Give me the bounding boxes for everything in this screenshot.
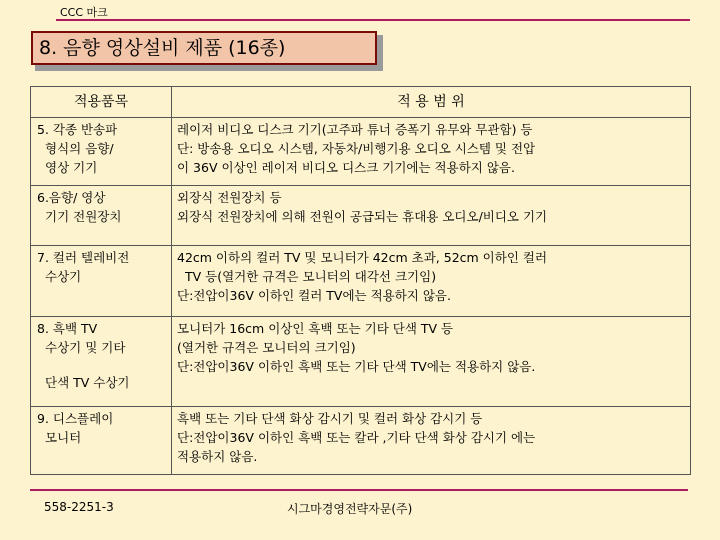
- scope-line: 단:전압이36V 이하인 흑백 또는 기타 단색 TV에는 적용하지 않음.: [177, 359, 536, 374]
- scope-line: 42cm 이하의 컬러 TV 및 모니터가 42cm 초과, 52cm 이하인 컬러: [177, 250, 548, 265]
- top-divider: [56, 19, 690, 21]
- category-line: 영상 기기: [45, 160, 98, 175]
- scope-line: 적용하지 않음.: [177, 449, 258, 464]
- table-row: [31, 186, 691, 246]
- scope-line: (열거한 규격은 모니터의 크기임): [177, 340, 356, 355]
- scope-line: 단:전압이36V 이하인 흑백 또는 칼라 ,기타 단색 화상 감시기 에는: [177, 430, 536, 445]
- category-line: 7. 컬러 텔레비전: [37, 250, 130, 265]
- scope-table: [30, 86, 691, 475]
- category-line: 6.음향/ 영상: [37, 190, 106, 205]
- scope-cell: [172, 246, 691, 317]
- table-row: [31, 317, 691, 407]
- header-label: CCC 마크: [60, 6, 108, 19]
- table-row: [31, 246, 691, 317]
- col-header-category: 적용품목: [31, 87, 172, 118]
- table-header-row: [31, 87, 691, 118]
- category-line: 단색 TV 수상기: [45, 375, 130, 390]
- table-row: [31, 118, 691, 186]
- scope-line: 흑백 또는 기타 단색 화상 감시기 및 컬러 화상 감시기 등: [177, 411, 483, 426]
- category-cell: [31, 317, 172, 407]
- category-cell: [31, 407, 172, 475]
- scope-line: 이 36V 이상인 레이저 비디오 디스크 기기에는 적용하지 않음.: [177, 160, 515, 175]
- category-line: 수상기: [45, 269, 82, 284]
- table-row: [31, 407, 691, 475]
- category-cell: [31, 246, 172, 317]
- scope-line: 모니터가 16cm 이상인 흑백 또는 기타 단색 TV 등: [177, 321, 454, 336]
- category-line: 모니터: [45, 430, 82, 445]
- category-cell: [31, 118, 172, 186]
- scope-line: 레이저 비디오 디스크 기기(고주파 튜너 증폭기 유무와 무관함) 등: [177, 122, 533, 137]
- scope-cell: [172, 407, 691, 475]
- company-name: 시그마경영전략자문(주): [287, 502, 413, 516]
- category-spacer: [37, 357, 166, 373]
- scope-cell: [172, 317, 691, 407]
- category-line: 기기 전원장치: [45, 209, 122, 224]
- category-line: 수상기 및 기타: [45, 340, 126, 355]
- category-line: 형식의 음향/: [45, 141, 114, 156]
- category-line: 5. 각종 반송파: [37, 122, 118, 137]
- category-line: 9. 디스플레이: [37, 411, 114, 426]
- page-code: 558-2251-3: [44, 500, 114, 514]
- scope-line: 외장식 전원장치 등: [177, 190, 282, 205]
- bottom-divider: [30, 489, 688, 491]
- col-header-scope: 적 용 범 위: [172, 87, 691, 118]
- category-cell: [31, 186, 172, 246]
- scope-line: 외장식 전원장치에 의해 전원이 공급되는 휴대용 오디오/비디오 기기: [177, 209, 548, 224]
- category-line: 8. 흑백 TV: [37, 321, 98, 336]
- scope-cell: [172, 118, 691, 186]
- scope-line: 단:전압이36V 이하인 컬러 TV에는 적용하지 않음.: [177, 288, 451, 303]
- page-title: 8. 음향 영상설비 제품 (16종): [31, 31, 377, 65]
- scope-line: 단: 방송용 오디오 시스템, 자동차/비행기용 오디오 시스템 및 전압: [177, 141, 536, 156]
- scope-line: TV 등(열거한 규격은 모니터의 대각선 크기임): [185, 269, 437, 284]
- scope-cell: [172, 186, 691, 246]
